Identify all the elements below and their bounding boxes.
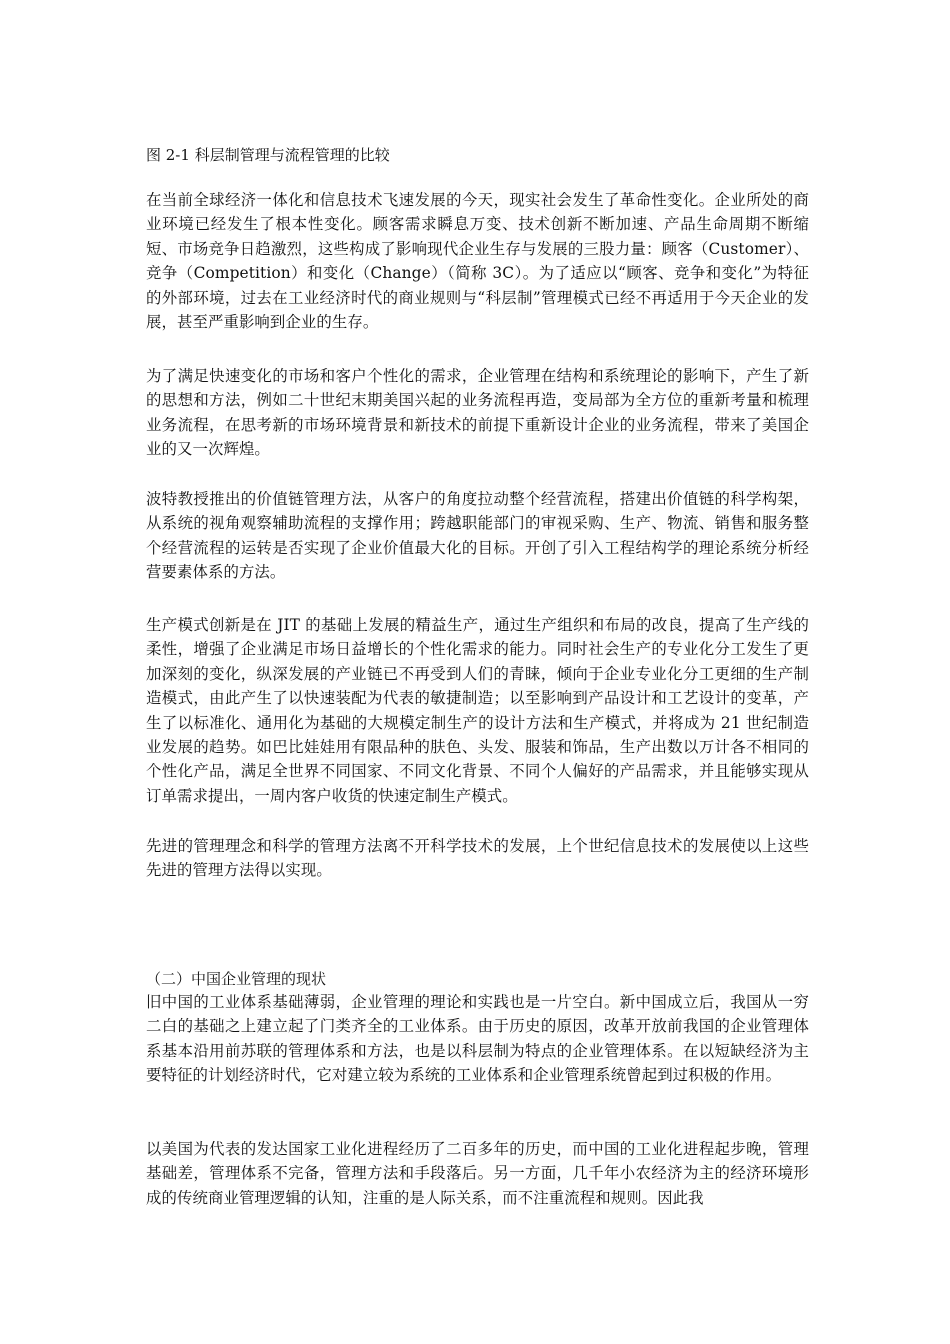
paragraph-process-reengineering: 为了满足快速变化的市场和客户个性化的需求，企业管理在结构和系统理论的影响下，产生了新的思想和方法，例如二十世纪末期美国兴起的业务流程再造，变局部为全方位的重新考量和梳理业务流程，在思考新的市场环境背景和新技术的前提下重新设计企业的业务流程，带来了美国企业的又一次辉煌。 — [146, 367, 809, 459]
paragraph-old-china-industry: 旧中国的工业体系基础薄弱，企业管理的理论和实践也是一片空白。新中国成立后，我国从一穷二白的基础之上建立起了门类齐全的工业体系。由于历史的原因，改革开放前我国的企业管理体系基本沿用前苏联的管理体系和方法，也是以科层制为特点的企业管理体系。在以短缺经济为主要特征的计划经济时代，它对建立较为系统的工业体系和企业管理系统曾起到过积极的作用。 — [146, 993, 809, 1085]
section-heading-china-management: （二）中国企业管理的现状 — [146, 970, 327, 988]
paragraph-production-innovation: 生产模式创新是在 JIT 的基础上发展的精益生产，通过生产组织和布局的改良，提高了生产线的柔性，增强了企业满足市场日益增长的个性化需求的能力。同时社会生产的专业化分工发生了更加深刻的变化，纵深发展的产业链已不再受到人们的青睐，倾向于企业专业化分工更细的生产制造模式，由此产生了以快速装配为代表的敏捷制造；以至影响到产品设计和工艺设计的变革，产生了以标准化、通用化为基础的大规模定制生产的设计方法和生产模式，并将成为 21 世纪制造业发展的趋势。如巴比娃娃用有限品种的肤色、头发、服装和饰品，生产出数以万计各不相同的个性化产品，满足全世界不同国家、不同文化背景、不同个人偏好的产品需求，并且能够实现从订单需求提出，一周内客户收货的快速定制生产模式。 — [146, 616, 809, 805]
paragraph-information-technology: 先进的管理理念和科学的管理方法离不开科学技术的发展，上个世纪信息技术的发展使以上这些先进的管理方法得以实现。 — [146, 837, 809, 880]
paragraph-industrialization-comparison: 以美国为代表的发达国家工业化进程经历了二百多年的历史，而中国的工业化进程起步晚，管理基础差，管理体系不完备，管理方法和手段落后。另一方面，几千年小农经济为主的经济环境形成的传统商业管理逻辑的认知，注重的是人际关系，而不注重流程和规则。因此我 — [146, 1140, 809, 1207]
paragraph-value-chain: 波特教授推出的价值链管理方法，从客户的角度拉动整个经营流程，搭建出价值链的科学构架，从系统的视角观察辅助流程的支撑作用；跨越职能部门的审视采购、生产、物流、销售和服务整个经营流程的运转是否实现了企业价值最大化的目标。开创了引入工程结构学的理论系统分析经营要素体系的方法。 — [146, 490, 809, 582]
paragraph-global-economy: 在当前全球经济一体化和信息技术飞速发展的今天，现实社会发生了革命性变化。企业所处的商业环境已经发生了根本性变化。顾客需求瞬息万变、技术创新不断加速、产品生命周期不断缩短、市场竞争日趋激烈，这些构成了影响现代企业生存与发展的三股力量：顾客（Customer）、竞争（Competition）和变化（Change）（简称 3C）。为了适应以“顾客、竞争和变化”为特征的外部环境，过去在工业经济时代的商业规则与“科层制”管理模式已经不再适用于今天企业的发展，甚至严重影响到企业的生存。 — [146, 191, 809, 332]
figure-caption: 图 2-1 科层制管理与流程管理的比较 — [146, 146, 390, 164]
